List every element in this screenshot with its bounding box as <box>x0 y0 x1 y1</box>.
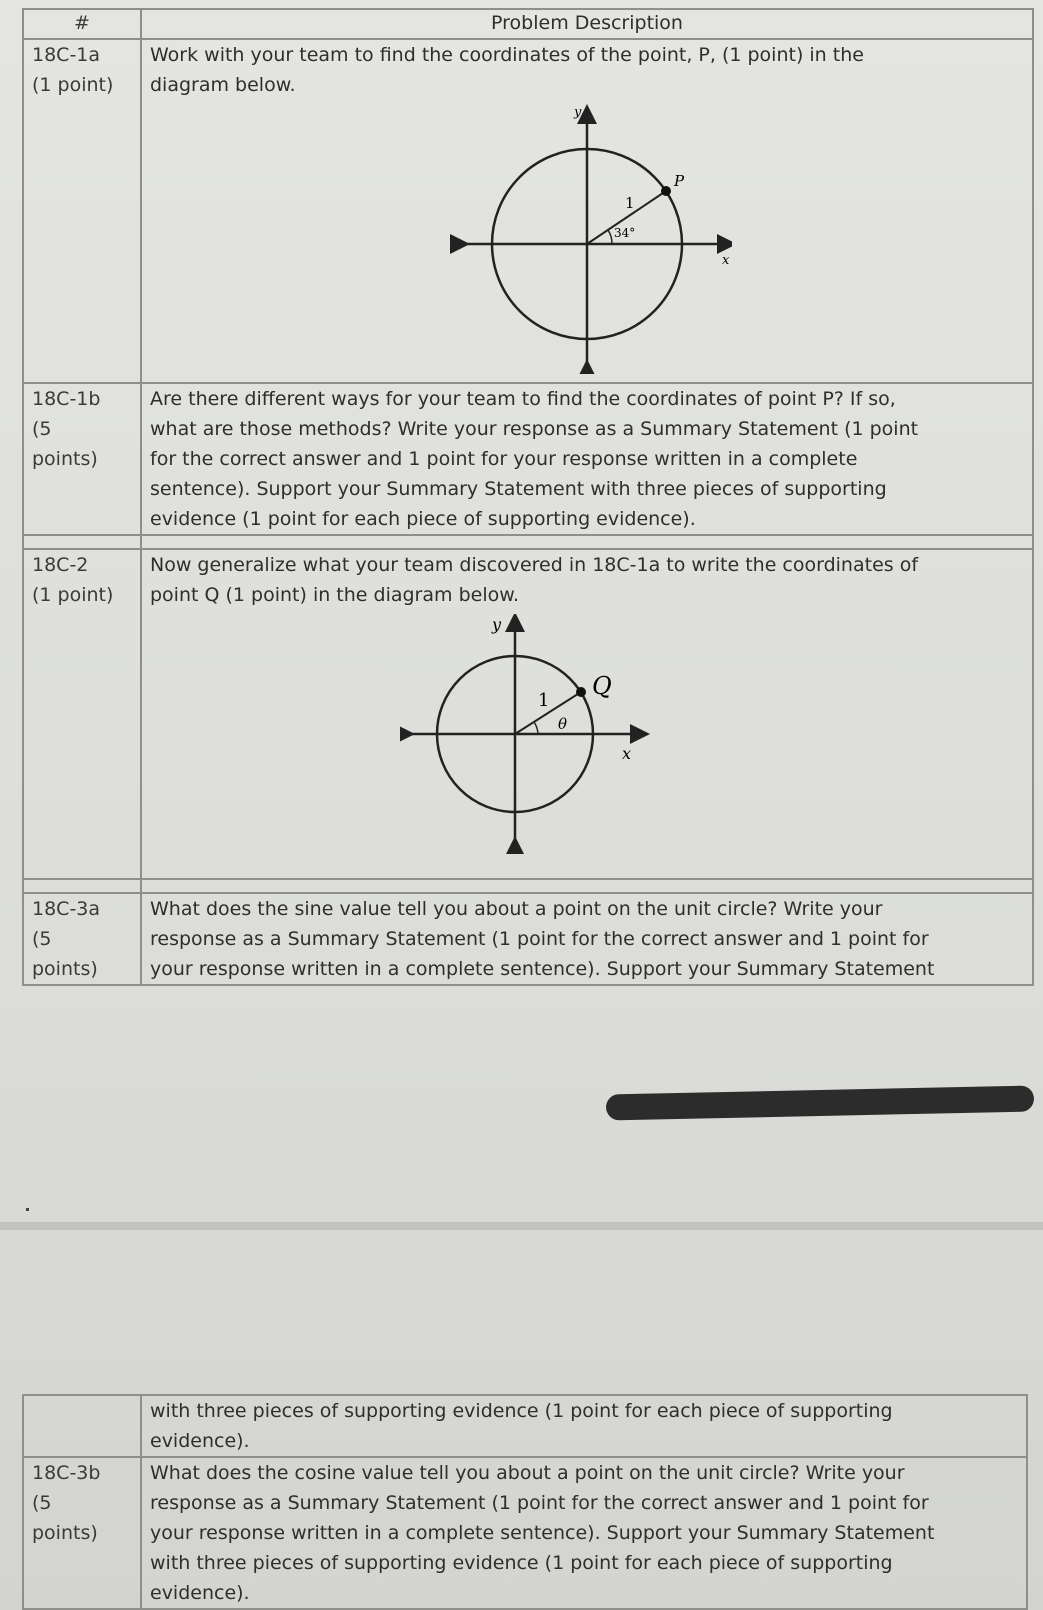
y-axis-label: y <box>574 105 582 120</box>
point-q-dot <box>576 687 586 697</box>
problem-text-line: evidence). <box>150 1430 250 1452</box>
header-number: # <box>23 9 141 39</box>
problem-points: (1 point) <box>32 74 114 96</box>
problem-text-line: point Q (1 point) in the diagram below. <box>150 584 520 606</box>
problem-text-line: response as a Summary Statement (1 point for the correct answer and 1 point for <box>150 928 929 950</box>
point-p-dot <box>661 186 671 196</box>
problem-text-line: with three pieces of supporting evidence (1 point for each piece of supporting <box>150 1552 893 1574</box>
x-axis-label: x <box>622 744 632 763</box>
problem-text-line: your response written in a complete sentence). Support your Summary Statement <box>150 1522 935 1544</box>
point-p-label: P <box>674 172 685 190</box>
header-description: Problem Description <box>141 9 1033 39</box>
problem-row-18c-3b <box>23 1457 1027 1609</box>
problem-points: (5 <box>32 928 52 950</box>
problem-id: 18C-1a <box>32 44 101 66</box>
problem-row-18c-3a <box>23 893 1033 985</box>
problem-id: 18C-3a <box>32 898 101 920</box>
problem-text-line: What does the cosine value tell you about a point on the unit circle? Write your <box>150 1462 905 1484</box>
problem-points: points) <box>32 958 98 980</box>
problem-points: points) <box>32 448 98 470</box>
problem-id: 18C-3b <box>32 1462 101 1484</box>
problem-text-line: Are there different ways for your team to find the coordinates of point P? If so, <box>150 388 896 410</box>
radius-label: 1 <box>538 690 550 711</box>
table-header-row <box>23 9 1033 39</box>
angle-arc <box>534 722 538 734</box>
angle-arc <box>608 230 612 244</box>
problem-points: (5 <box>32 418 52 440</box>
unit-circle-diagram-p <box>442 104 732 374</box>
problem-points: points) <box>32 1522 98 1544</box>
problem-id: 18C-1b <box>32 388 101 410</box>
problem-text-line: response as a Summary Statement (1 point for the correct answer and 1 point for <box>150 1492 929 1514</box>
redaction-scribble <box>606 1086 1034 1121</box>
y-axis-label: y <box>492 615 502 634</box>
problem-points: (5 <box>32 1492 52 1514</box>
angle-label: 34° <box>614 226 636 240</box>
problem-row-18c-2 <box>23 549 1033 879</box>
problem-text-line: sentence). Support your Summary Statement with three pieces of supporting <box>150 478 887 500</box>
problem-points: (1 point) <box>32 584 114 606</box>
problem-id: 18C-2 <box>32 554 89 576</box>
problem-text-line: for the correct answer and 1 point for your response written in a complete <box>150 448 858 470</box>
x-axis-label: x <box>722 253 730 268</box>
problem-text-line: diagram below. <box>150 74 296 96</box>
problem-text-line: what are those methods? Write your response as a Summary Statement (1 point <box>150 418 919 440</box>
problem-row-18c-3a-continued <box>23 1395 1027 1457</box>
problem-text-line: your response written in a complete sentence). Support your Summary Statement <box>150 958 935 980</box>
angle-label: θ <box>558 715 568 733</box>
page-break <box>0 1222 1043 1230</box>
problem-table-bottom <box>22 1394 1028 1610</box>
problem-row-18c-1b <box>23 383 1033 535</box>
problem-text-line: Now generalize what your team discovered in 18C-1a to write the coordinates of <box>150 554 919 576</box>
problem-row-18c-1a <box>23 39 1033 383</box>
problem-text-line: Work with your team to find the coordinates of the point, P, (1 point) in the <box>150 44 864 66</box>
problem-text-line: evidence). <box>150 1582 250 1604</box>
problem-text-line: What does the sine value tell you about a point on the unit circle? Write your <box>150 898 883 920</box>
problem-text-line: with three pieces of supporting evidence (1 point for each piece of supporting <box>150 1400 893 1422</box>
point-q-label: Q <box>592 672 612 700</box>
radius-label: 1 <box>625 194 635 212</box>
problem-table-top <box>22 8 1034 986</box>
problem-text-line: evidence (1 point for each piece of supporting evidence). <box>150 508 696 530</box>
unit-circle-diagram-q <box>400 614 660 854</box>
